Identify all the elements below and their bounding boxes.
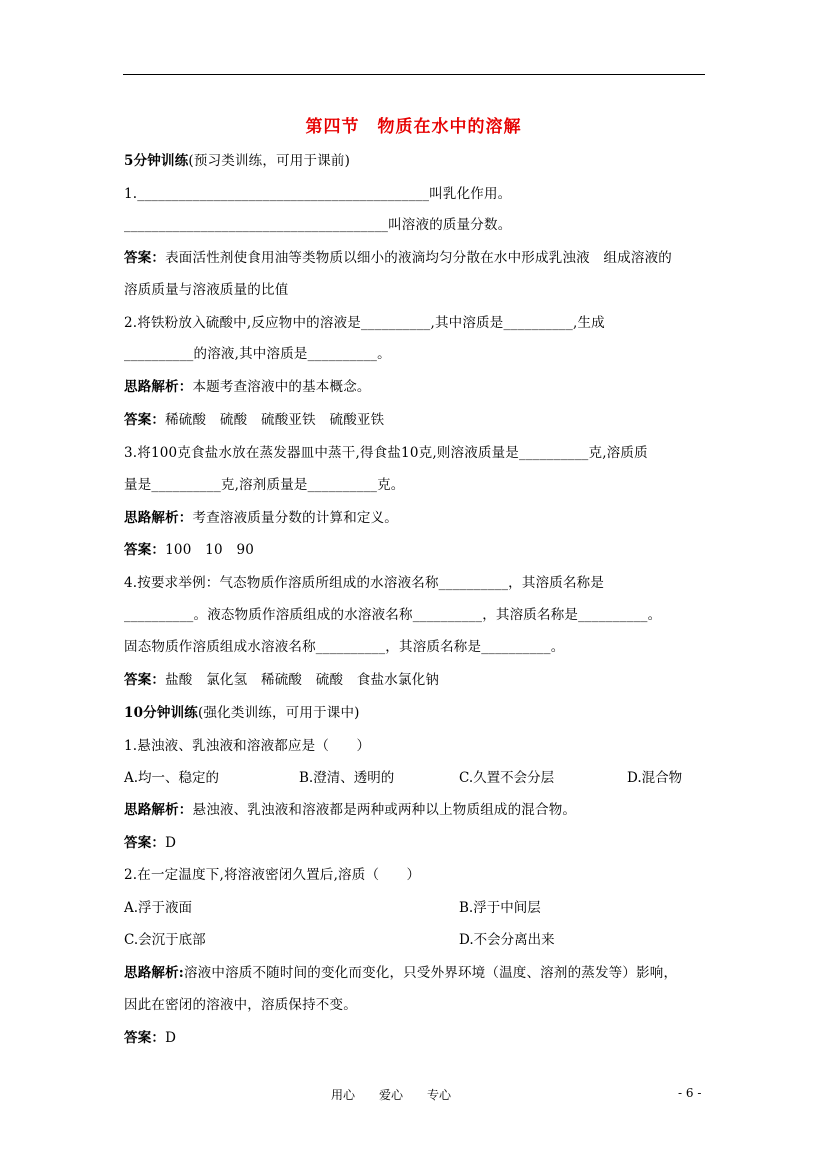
answer-label: 答案： [124,250,166,266]
mc-question-2-stem: 2.在一定温度下,将溶液密闭久置后,溶质（ ） [124,867,421,883]
section-title: 第四节 物质在水中的溶解 [305,117,522,137]
analysis-label: 思路解析: [124,965,184,981]
question-1-line-2: ______________________________________叫溶液的质量分数。 [124,217,512,233]
answer-text: D [165,835,177,851]
answer-2 [124,411,384,429]
analysis-3 [124,509,398,527]
mc-question-1-stem: 1.悬浊液、乳浊液和溶液都应是（ ） [124,738,371,754]
section-note: (强化类训练，可用于课中) [198,705,360,721]
analysis-text: 悬浊液、乳浊液和溶液都是两种或两种以上物质组成的混合物。 [192,802,577,818]
footer-motto: 用心 爱心 专心 [331,1088,452,1102]
mc-2-option-b: B.浮于中间层 [459,900,541,916]
question-4-line-2: __________。液态物质作溶质组成的水溶液名称__________，其溶质名称是__________。 [124,607,662,623]
answer-text: 盐酸 氯化氢 稀硫酸 硫酸 食盐水氯化钠 [165,672,440,688]
answer-label: 答案： [124,835,166,851]
answer-label: 答案： [124,542,166,558]
section-label: 5分钟训练 [124,153,189,169]
question-3-line-1: 3.将100克食盐水放在蒸发器皿中蒸干,得食盐10克,则溶液质量是__________克,溶质质 [124,445,648,461]
answer-text: D [165,1030,177,1046]
answer-4 [124,671,439,689]
mc-2-option-a: A.浮于液面 [124,900,193,916]
analysis-text: 考查溶液质量分数的计算和定义。 [192,510,398,526]
mc-2-option-d: D.不会分离出来 [459,932,555,948]
answer-text: 稀硫酸 硫酸 硫酸亚铁 硫酸亚铁 [165,412,385,428]
analysis-label: 思路解析： [124,379,193,395]
analysis-text: 溶液中溶质不随时间的变化而变化，只受外界环境（温度、溶剂的蒸发等）影响， [183,965,678,981]
mc-1-option-b: B.澄清、透明的 [299,770,395,786]
answer-label: 答案： [124,412,166,428]
section-heading-10min [124,704,360,722]
mc-analysis-1 [124,801,576,819]
mc-answer-2 [124,1029,176,1047]
mc-1-option-a: A.均一、稳定的 [124,770,220,786]
answer-text: 表面活性剂使食用油等类物质以细小的液滴均匀分散在水中形成乳浊液 组成溶液的 [165,250,673,266]
question-4-line-3: 固态物质作溶质组成水溶液名称__________，其溶质名称是__________。 [124,639,565,655]
answer-label: 答案： [124,672,166,688]
mc-2-option-c: C.会沉于底部 [124,932,206,948]
section-label: 10分钟训练 [124,705,198,721]
question-1-line-1: 1.__________________________________________叫乳化作用。 [124,186,512,202]
answer-3 [124,541,254,559]
answer-text: 100 10 90 [165,542,255,558]
question-2-line-2: __________的溶液,其中溶质是__________。 [124,346,391,362]
header-rule [123,74,705,75]
mc-analysis-2-line-2: 因此在密闭的溶液中，溶质保持不变。 [124,997,357,1013]
answer-label: 答案： [124,1030,166,1046]
analysis-text: 本题考查溶液中的基本概念。 [192,379,371,395]
answer-1 [124,249,672,267]
mc-analysis-2 [124,964,677,982]
mc-answer-1 [124,834,176,852]
question-4-line-1: 4.按要求举例：气态物质作溶质所组成的水溶液名称__________，其溶质名称是 [124,575,605,591]
page-number: - 6 - [678,1086,702,1100]
mc-1-option-d: D.混合物 [627,770,683,786]
section-heading-5min [124,152,350,170]
analysis-2 [124,378,371,396]
question-2-line-1: 2.将铁粉放入硫酸中,反应物中的溶液是__________,其中溶质是__________,生成 [124,315,605,331]
analysis-label: 思路解析： [124,510,193,526]
analysis-label: 思路解析： [124,802,193,818]
section-note: (预习类训练，可用于课前) [188,153,351,169]
mc-1-option-c: C.久置不会分层 [459,770,555,786]
answer-1-line-2: 溶质质量与溶液质量的比值 [124,282,289,298]
question-3-line-2: 量是__________克,溶剂质量是__________克。 [124,477,405,493]
